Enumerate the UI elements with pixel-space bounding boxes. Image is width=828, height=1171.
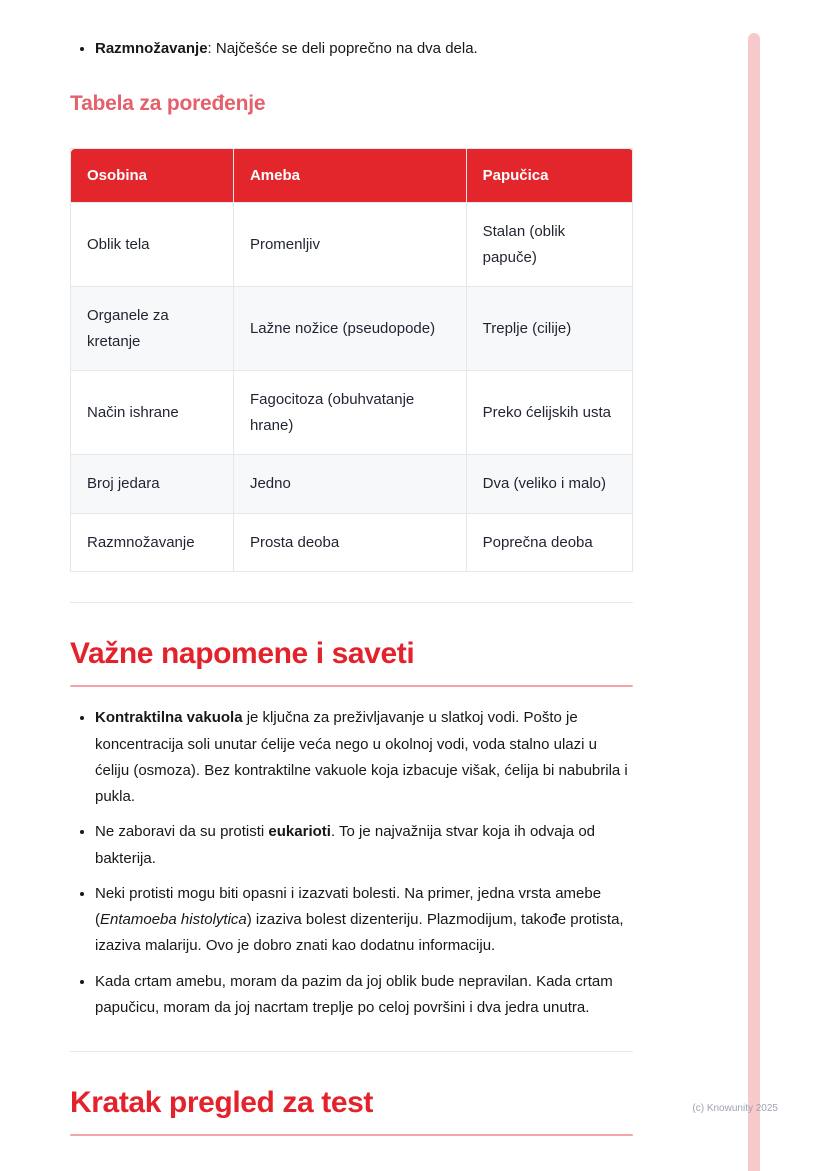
note-bold-term: Kontraktilna vakuola [95, 709, 243, 727]
table-header-row [71, 149, 633, 203]
table-row [71, 287, 633, 371]
note-bold-term: eukarioti [268, 823, 331, 841]
section-divider [70, 1051, 633, 1052]
note-text: Ne zaboravi da su protisti [95, 823, 269, 841]
table-cell: Prosta deoba [233, 513, 466, 572]
table-row [71, 455, 633, 514]
table-cell: Razmnožavanje [71, 513, 234, 572]
comparison-heading: Tabela za poređenje [70, 92, 266, 116]
note-italic-term: Entamoeba histolytica [100, 911, 247, 928]
comparison-table [70, 148, 633, 572]
list-item [95, 36, 633, 62]
intro-bold-term: Razmnožavanje [95, 40, 208, 57]
table-header-cell: Papučica [466, 149, 632, 203]
table-cell: Dva (veliko i malo) [466, 455, 632, 514]
list-item [95, 819, 633, 872]
notes-list [70, 705, 633, 1021]
table-cell: Organele za kretanje [71, 287, 234, 371]
table-cell: Lažne nožice (pseudopode) [233, 287, 466, 371]
note-text: je ključna za preživljavanje u slatkoj vodi. Pošto je koncentracija soli unutar ćelije veća nego u okolnoj vodi, voda stalno ulazi u ćeliju (osmoza). Bez kontraktilne vakuole koja izbacuje višak, ćelija bi nabubrila i pukla. [95, 709, 628, 805]
document-content [70, 0, 633, 1136]
heading-underline [70, 1134, 633, 1136]
table-cell: Jedno [233, 455, 466, 514]
list-item [95, 881, 633, 960]
heading-underline [70, 685, 633, 687]
table-header-cell: Osobina [71, 149, 234, 203]
table-row [71, 513, 633, 572]
review-heading: Kratak pregled za test [70, 1086, 373, 1119]
list-item [95, 705, 633, 810]
table-cell: Stalan (oblik papuče) [466, 203, 632, 287]
section-divider [70, 602, 633, 603]
table-row [71, 371, 633, 455]
table-cell: Način ishrane [71, 371, 234, 455]
table-cell: Preko ćelijskih usta [466, 371, 632, 455]
table-cell: Oblik tela [71, 203, 234, 287]
table-cell: Treplje (cilije) [466, 287, 632, 371]
intro-list [70, 36, 633, 62]
note-text: Neki protisti mogu biti opasni i izazvati bolesti. Na primer, jedna vrsta amebe ( [95, 884, 602, 928]
note-text: . To je najvažnija stvar koja ih odvaja od bakterija. [95, 823, 595, 867]
note-text: ) izaziva bolest dizenteriju. Plazmodijum, takođe protista, izaziva malariju. Ovo je dobro znati kao dodatnu informaciju. [95, 911, 624, 955]
table-cell: Fagocitoza (obuhvatanje hrane) [233, 371, 466, 455]
intro-text: : Najčešće se deli poprečno na dva dela. [207, 40, 478, 57]
notes-heading: Važne napomene i saveti [70, 637, 415, 671]
list-item [95, 969, 633, 1022]
table-cell: Promenljiv [233, 203, 466, 287]
scrollbar-track[interactable] [748, 33, 760, 1171]
table-row [71, 203, 633, 287]
table-header-cell: Ameba [233, 149, 466, 203]
note-text: Kada crtam amebu, moram da pazim da joj oblik bude nepravilan. Kada crtam papučicu, moram da joj nacrtam treplje po celoj površini i dva jedra unutra. [95, 972, 613, 1016]
table-cell: Broj jedara [71, 455, 234, 514]
table-cell: Poprečna deoba [466, 513, 632, 572]
watermark: (c) Knowunity 2025 [692, 1103, 778, 1114]
